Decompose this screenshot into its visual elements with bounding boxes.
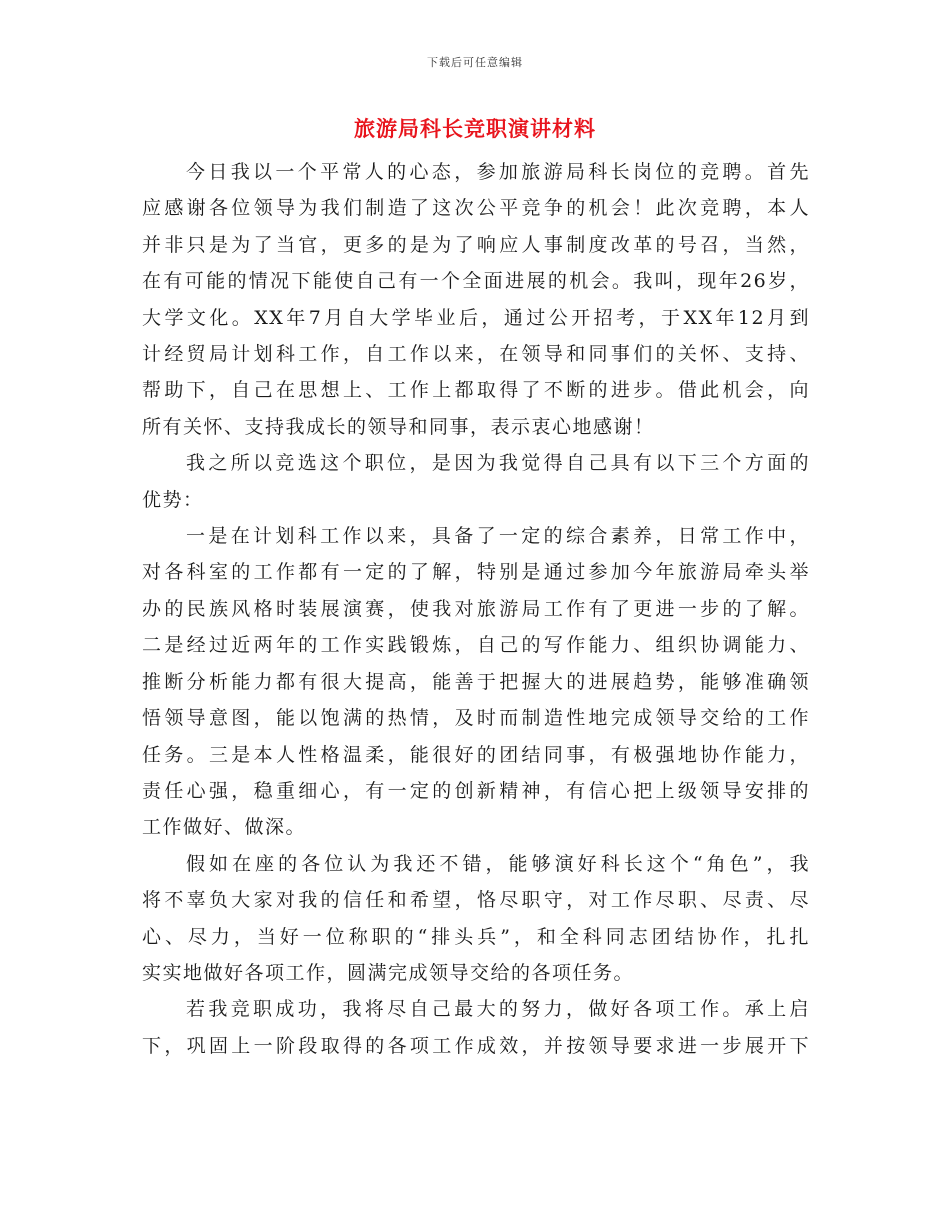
text-line: 若我竞职成功，我将尽自己最大的努力，做好各项工作。承上启 [186, 998, 810, 1021]
text-line: 下，巩固上一阶段取得的各项工作成效，并按领导要求进一步展开下 [142, 1034, 810, 1057]
text-line: 应感谢各位领导为我们制造了这次公平竞争的机会！此次竞聘，本人 [142, 197, 810, 220]
text-line: 推断分析能力都有很大提高，能善于把握大的进展趋势，能够准确领 [142, 670, 810, 693]
text-line: 一是在计划科工作以来，具备了一定的综合素养，日常工作中， [186, 525, 810, 548]
paragraph-reason [142, 445, 810, 518]
paragraph-intro [142, 154, 810, 445]
text-line: 大学文化。XX年7月自大学毕业后，通过公开招考，于XX年12月到 [142, 306, 810, 329]
text-line: 帮助下，自己在思想上、工作上都取得了不断的进步。借此机会，向 [142, 379, 810, 402]
text-line: 任务。三是本人性格温柔，能很好的团结同事，有极强地协作能力， [142, 743, 810, 766]
text-line: 责任心强，稳重细心，有一定的创新精神，有信心把上级领导安排的 [142, 779, 810, 802]
text-line: 心、尽力，当好一位称职的“排头兵”，和全科同志团结协作，扎扎 [142, 925, 810, 948]
text-line: 悟领导意图，能以饱满的热情，及时而制造性地完成领导交给的工作 [142, 707, 810, 730]
text-line: 假如在座的各位认为我还不错，能够演好科长这个“角色”，我 [186, 852, 810, 875]
header-note: 下载后可任意编辑 [427, 56, 523, 69]
paragraph-commitment [142, 846, 810, 992]
text-line: 我之所以竞选这个职位，是因为我觉得自己具有以下三个方面的 [186, 452, 810, 475]
text-line: 二是经过近两年的工作实践锻炼，自己的写作能力、组织协调能力、 [142, 634, 810, 657]
document-title: 旅游局科长竞职演讲材料 [354, 116, 596, 141]
paragraph-advantages [142, 518, 810, 846]
paragraph-plan [142, 991, 810, 1064]
text-line: 优势： [142, 488, 204, 511]
text-line: 计经贸局计划科工作，自工作以来，在领导和同事们的关怀、支持、 [142, 343, 810, 366]
text-line: 在有可能的情况下能使自己有一个全面进展的机会。我叫，现年26岁， [142, 270, 810, 293]
text-line: 对各科室的工作都有一定的了解，特别是通过参加今年旅游局牵头举 [142, 561, 810, 584]
text-line: 今日我以一个平常人的心态，参加旅游局科长岗位的竞聘。首先 [186, 161, 810, 183]
text-line: 将不辜负大家对我的信任和希望，恪尽职守，对工作尽职、尽责、尽 [142, 889, 810, 912]
text-line: 工作做好、做深。 [142, 816, 307, 839]
text-line: 办的民族风格时装展演赛，使我对旅游局工作有了更进一步的了解。 [142, 597, 810, 620]
text-line: 实实地做好各项工作，圆满完成领导交给的各项任务。 [142, 961, 635, 984]
text-line: 并非只是为了当官，更多的是为了响应人事制度改革的号召，当然， [142, 233, 810, 256]
document-body [142, 154, 810, 1064]
text-line: 所有关怀、支持我成长的领导和同事，表示衷心地感谢！ [142, 415, 655, 438]
